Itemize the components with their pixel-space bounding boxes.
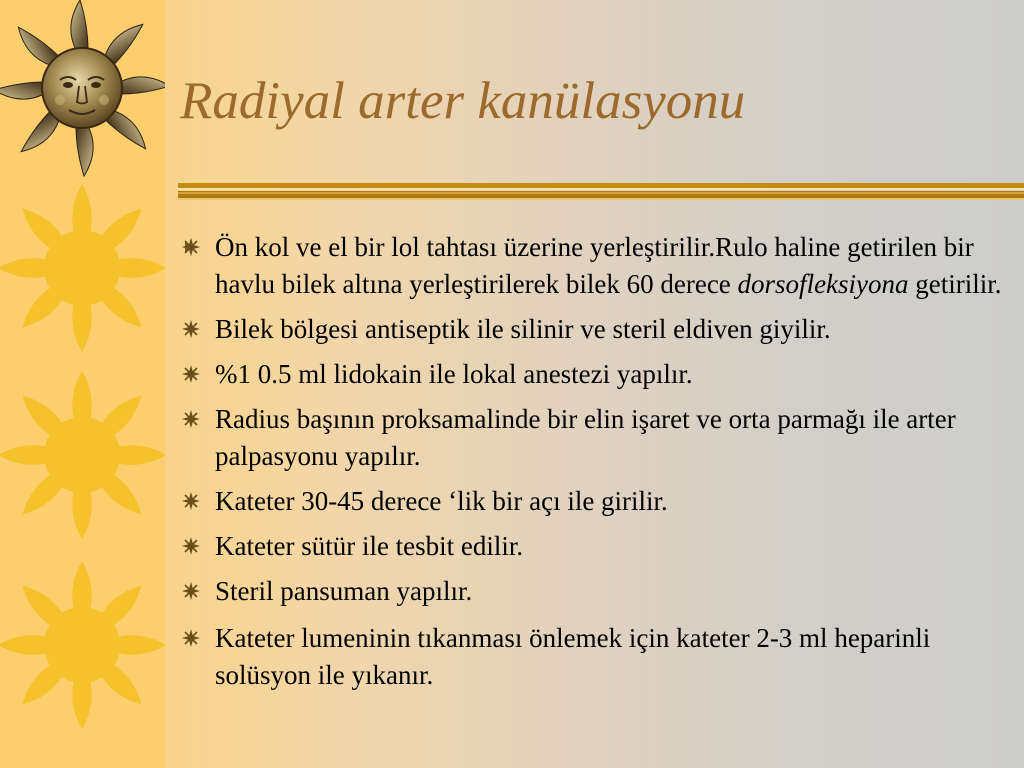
slide-title: Radiyal arter kanülasyonu xyxy=(180,72,746,130)
sidebar-artwork xyxy=(0,0,165,768)
bullet-text: Radius başının proksamalinde bir elin işaret ve orta parmağı ile arter palpasyonu yapılır. xyxy=(215,404,956,471)
bullet-text: Kateter sütür ile tesbit edilir. xyxy=(215,531,524,561)
list-item xyxy=(180,311,1010,348)
bullet-text: Kateter lumeninin tıkanması önlemek için kateter 2-3 ml heparinli solüsyon ile yıkanır. xyxy=(215,623,931,690)
bullet-text: Ön kol ve el bir lol tahtası üzerine yerleştirilir.Rulo haline getirilen bir havlu bilek altına yerleştirilerek bilek 60 derece xyxy=(215,232,974,299)
decorative-sidebar xyxy=(0,0,165,768)
star-bullet-icon xyxy=(180,318,202,340)
star-bullet-icon xyxy=(180,236,202,258)
bullet-text: getirilir. xyxy=(908,269,1002,299)
star-bullet-icon xyxy=(180,580,202,602)
list-item xyxy=(180,401,1010,475)
list-item xyxy=(180,620,1010,694)
list-item xyxy=(180,573,1010,610)
star-bullet-icon xyxy=(180,408,202,430)
title-divider xyxy=(178,181,1024,203)
bullet-list xyxy=(180,229,1010,702)
emphasis-term: dorsofleksiyona xyxy=(737,269,909,299)
sun-face-icon xyxy=(0,0,165,176)
bullet-text: Steril pansuman yapılır. xyxy=(215,576,473,606)
star-bullet-icon xyxy=(180,535,202,557)
star-bullet-icon xyxy=(180,363,202,385)
star-bullet-icon xyxy=(180,627,202,649)
bullet-text: Bilek bölgesi antiseptik ile silinir ve steril eldiven giyilir. xyxy=(215,314,831,344)
sun-icon xyxy=(0,184,165,352)
list-item xyxy=(180,483,1010,520)
sun-icon xyxy=(0,371,165,539)
star-bullet-icon xyxy=(180,490,202,512)
list-item xyxy=(180,528,1010,565)
list-item xyxy=(180,229,1010,303)
sun-icon xyxy=(0,561,165,729)
bullet-text: %1 0.5 ml lidokain ile lokal anestezi yapılır. xyxy=(215,359,693,389)
bullet-text: Kateter 30-45 derece ‘lik bir açı ile girilir. xyxy=(215,486,668,516)
list-item xyxy=(180,356,1010,393)
